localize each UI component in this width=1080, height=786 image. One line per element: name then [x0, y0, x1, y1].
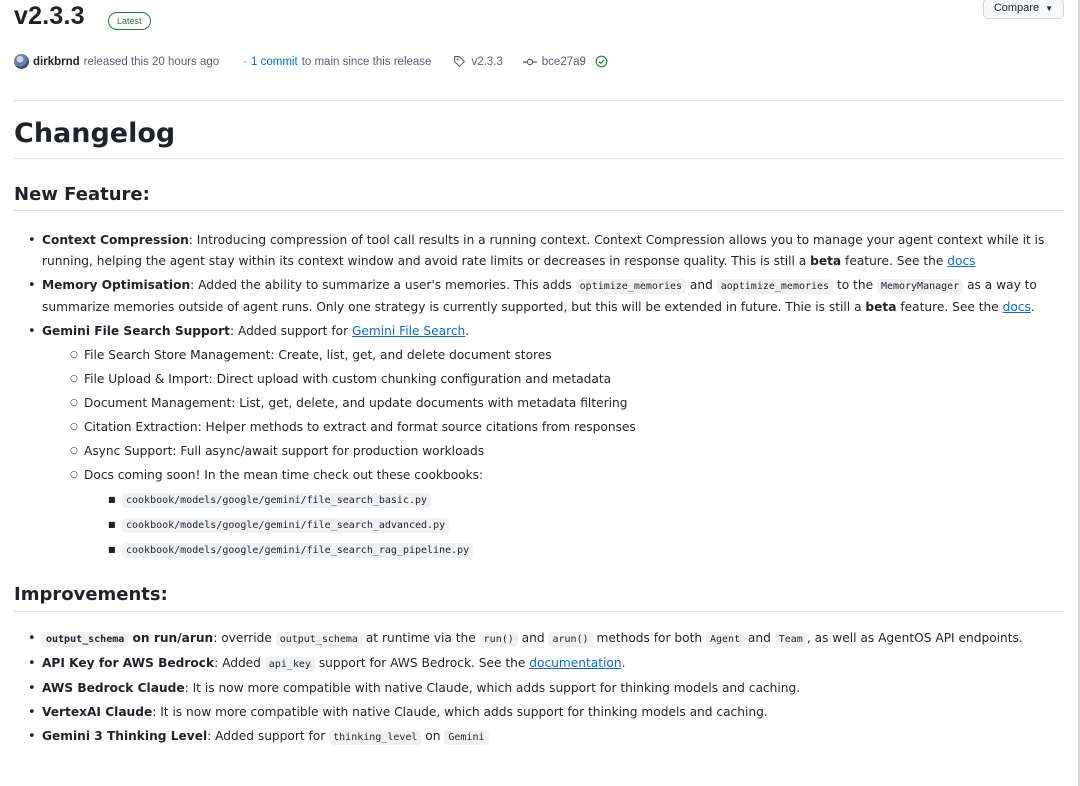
item-text: : It is now more compatible with native Claude, which adds support for thinking models and caching. [184, 681, 801, 695]
item-title-text: on run/arun [128, 631, 214, 645]
compare-button[interactable] [983, 0, 1064, 19]
inline-code: cookbook/models/google/gemini/file_search_rag_pipeline.py [122, 543, 473, 558]
cookbook-item [108, 539, 1064, 561]
inline-code: output_schema [276, 632, 362, 647]
inline-code: arun() [548, 632, 592, 647]
item-text: support for AWS Bedrock. See the [314, 656, 530, 670]
sub-list-item: ○ File Upload & Import: Direct upload with custom chunking configuration and metadata [70, 369, 1064, 390]
item-text: : Introducing compression of tool call results in a running context. Context Compression allows you to manage your agent context while it is running, helping the agent stay within its context window and avoid rate limits or decreases in response quality. This is still a [42, 233, 1045, 268]
tag-icon [453, 55, 466, 68]
item-text: to the [833, 278, 877, 292]
item-title: VertexAI Claude [42, 705, 153, 719]
inline-code: cookbook/models/google/gemini/file_search_basic.py [122, 493, 431, 508]
item-text: Docs coming soon! In the mean time check out these cookbooks: [84, 468, 484, 482]
item-text: at runtime via the [361, 631, 480, 645]
list-item [28, 726, 1064, 748]
item-title: API Key for AWS Bedrock [42, 656, 215, 670]
inline-code: aoptimize_memories [717, 279, 833, 294]
gemini-file-search-link[interactable]: Gemini File Search [351, 324, 466, 338]
sub-list [42, 345, 1064, 561]
new-feature-heading: New Feature: [14, 184, 150, 205]
inline-code: output_schema [42, 632, 128, 647]
sub-list-item: ○ Document Management: List, get, delete, and update documents with metadata filtering [70, 393, 1064, 414]
item-text: : override [213, 631, 276, 645]
item-title: AWS Bedrock Claude [42, 681, 185, 695]
list-item [28, 653, 1064, 675]
release-header [14, 2, 1064, 42]
sub-list-item [70, 465, 1064, 561]
list-item [28, 230, 1064, 272]
released-text: released this 20 hours ago [83, 55, 220, 68]
inline-code: MemoryManager [877, 279, 963, 294]
inline-code: api_key [265, 657, 315, 672]
verified-check-icon [595, 55, 608, 68]
item-text: . [465, 324, 470, 338]
item-text: and [686, 278, 717, 292]
inline-code: run() [480, 632, 518, 647]
improvements-heading: Improvements: [14, 584, 168, 605]
inline-code: Team [775, 632, 807, 647]
sub-list-item: ○ Async Support: Full async/await support for production workloads [70, 441, 1064, 462]
list-item [28, 678, 1064, 699]
caret-down-icon: ▼ [1045, 4, 1053, 13]
docs-link[interactable]: docs [1002, 300, 1031, 314]
item-text: feature. See the [841, 254, 948, 268]
beta-label: beta [810, 254, 842, 268]
inline-code: Gemini [444, 730, 488, 745]
compare-label: Compare [993, 2, 1040, 14]
commit-separator: · [243, 55, 248, 68]
changelog-title: Changelog [14, 118, 176, 149]
tag-link[interactable] [453, 55, 502, 68]
item-title [42, 631, 213, 645]
cookbook-list [84, 489, 1064, 561]
cookbook-item [108, 514, 1064, 536]
documentation-link[interactable]: documentation [529, 656, 622, 670]
docs-link[interactable]: docs [947, 254, 976, 268]
item-text: : Added the ability to summarize a user's memories. This adds [190, 278, 576, 292]
list-item [28, 628, 1064, 650]
release-version: v2.3.3 [14, 2, 85, 30]
divider [14, 158, 1064, 159]
item-title: Memory Optimisation [42, 278, 191, 292]
divider [14, 210, 1064, 211]
commit-icon [523, 56, 537, 68]
inline-code: cookbook/models/google/gemini/file_search_advanced.py [122, 518, 449, 533]
list-item [28, 275, 1064, 318]
inline-code: optimize_memories [576, 279, 686, 294]
sha-label: bce27a9 [541, 55, 586, 68]
item-title: Gemini 3 Thinking Level [42, 729, 208, 743]
release-meta [14, 54, 608, 69]
inline-code: thinking_level [329, 730, 421, 745]
item-text: methods for both [592, 631, 706, 645]
commit-link[interactable]: 1 commit [251, 55, 298, 68]
list-item [28, 702, 1064, 723]
item-text: . [621, 656, 626, 670]
item-text: : It is now more compatible with native Claude, which adds support for thinking models and caching. [152, 705, 768, 719]
item-text: and [517, 631, 549, 645]
sub-list-item: ○ Citation Extraction: Helper methods to extract and format source citations from responses [70, 417, 1064, 438]
item-text: and [744, 631, 775, 645]
avatar[interactable] [14, 54, 29, 69]
item-text: : Added [214, 656, 265, 670]
commit-sha-link[interactable] [523, 55, 608, 68]
commit-suffix: to main since this release [301, 55, 432, 68]
item-text: : Added support for [229, 324, 352, 338]
item-text: as a way to summarize memories outside of agent runs. Only one strategy is currently supported, but this will be extended in future. Thie is still a [42, 278, 1037, 314]
divider [14, 611, 1064, 612]
list-item [28, 321, 1064, 561]
item-text: : Added support for [207, 729, 330, 743]
item-text: feature. See the [896, 300, 1003, 314]
new-feature-list [28, 230, 1064, 561]
item-text: . [1030, 300, 1035, 314]
author-link[interactable]: dirkbrnd [33, 55, 80, 68]
tag-label: v2.3.3 [471, 55, 503, 68]
latest-badge: Latest [108, 12, 151, 30]
item-title: Context Compression [42, 233, 189, 247]
item-text: on [421, 729, 445, 743]
sub-list-item: ○ File Search Store Management: Create, list, get, and delete document stores [70, 345, 1064, 366]
divider [14, 100, 1064, 101]
inline-code: Agent [706, 632, 744, 647]
improvements-list [28, 628, 1064, 748]
item-title: Gemini File Search Support [42, 324, 230, 338]
item-text: , as well as AgentOS API endpoints. [806, 631, 1023, 645]
beta-label: beta [865, 300, 897, 314]
cookbook-item [108, 489, 1064, 511]
